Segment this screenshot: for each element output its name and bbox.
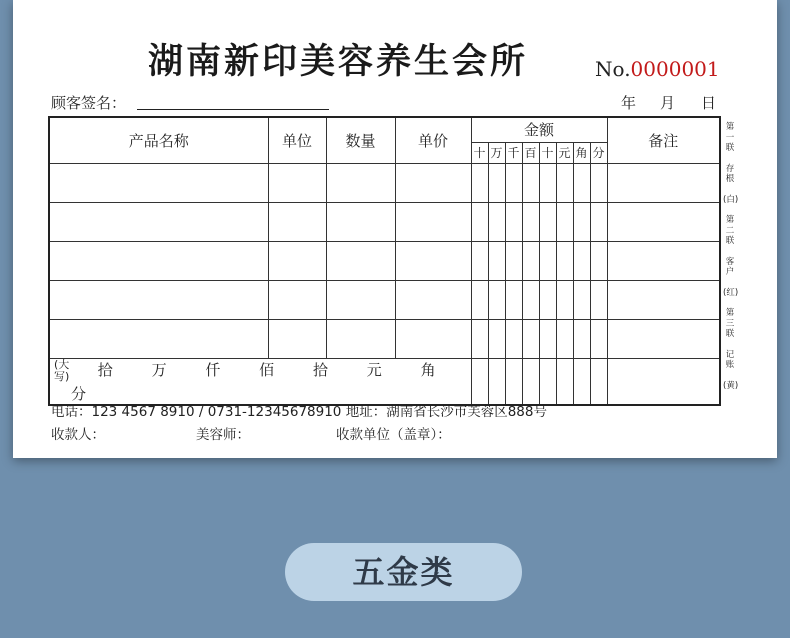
cell[interactable] [488,280,505,319]
cell[interactable] [488,163,505,202]
unit-bai: 佰 [259,361,275,379]
table-row [49,319,720,358]
cell[interactable] [471,163,488,202]
table-row [49,163,720,202]
cell[interactable] [607,358,720,405]
cell[interactable] [573,163,590,202]
cell[interactable] [471,241,488,280]
cell[interactable] [590,280,607,319]
cell[interactable] [573,319,590,358]
cell[interactable] [556,163,573,202]
digit-header: 十 [471,142,488,163]
copy-distribution-labels [723,122,737,401]
unit-fen: 分 [71,384,87,403]
cell[interactable] [522,358,539,405]
header-amount: 金额 [471,117,607,142]
cell[interactable] [607,163,720,202]
cell[interactable] [539,280,556,319]
cell[interactable] [326,202,395,241]
cell[interactable] [471,358,488,405]
stylist-label: 美容师： [196,427,250,443]
cell[interactable] [573,358,590,405]
cell[interactable] [539,241,556,280]
total-row [49,358,720,405]
cell[interactable] [395,202,471,241]
cell[interactable] [522,163,539,202]
cell[interactable] [395,241,471,280]
payee-label: 收款人： [51,427,105,443]
customer-signature-line [137,109,329,110]
cell[interactable] [573,280,590,319]
cell[interactable] [326,319,395,358]
table-row [49,280,720,319]
copy-label: (红) [723,287,739,298]
cell[interactable] [539,202,556,241]
cell[interactable] [556,280,573,319]
cell[interactable] [607,241,720,280]
receiving-unit-label: 收款单位（盖章）： [336,427,451,443]
cell[interactable] [505,358,522,405]
cell[interactable] [395,280,471,319]
copy-label: 客户 [725,256,735,277]
receipt-table [48,116,721,406]
cell[interactable] [488,358,505,405]
digit-header: 十 [539,142,556,163]
cell[interactable] [556,319,573,358]
cell[interactable] [522,241,539,280]
cell[interactable] [522,280,539,319]
cell[interactable] [590,202,607,241]
digit-header: 千 [505,142,522,163]
cell[interactable] [556,202,573,241]
serial-value: 0000001 [630,57,720,81]
cell[interactable] [607,319,720,358]
cell[interactable] [590,358,607,405]
daxie-label: (大写) [54,357,70,383]
cell[interactable] [488,202,505,241]
cell[interactable] [326,163,395,202]
date-month-label: 月 [660,94,676,112]
copy-label: 存根 [725,163,735,184]
cell[interactable] [326,280,395,319]
cell[interactable] [590,319,607,358]
cell[interactable] [505,280,522,319]
cell[interactable] [607,202,720,241]
cell[interactable] [49,202,268,241]
cell[interactable] [505,202,522,241]
category-badge: 五金类 [285,543,522,601]
cell[interactable] [556,241,573,280]
header-quantity: 数量 [326,117,395,163]
cell[interactable] [590,163,607,202]
serial-number [595,57,720,81]
date-year-label: 年 [621,94,637,112]
receipt-form [13,0,777,458]
cell[interactable] [607,280,720,319]
cell[interactable] [522,319,539,358]
cell[interactable] [326,241,395,280]
digit-header: 分 [590,142,607,163]
cell[interactable] [539,163,556,202]
cell[interactable] [268,319,326,358]
cell[interactable] [268,280,326,319]
cell[interactable] [268,163,326,202]
cell[interactable] [556,358,573,405]
serial-prefix: No. [595,57,631,81]
cell[interactable] [488,319,505,358]
digit-header: 百 [522,142,539,163]
header-unit: 单位 [268,117,326,163]
cell[interactable] [49,280,268,319]
customer-signature-label: 顾客签名： [51,94,127,112]
cell[interactable] [49,241,268,280]
copy-label: (白) [723,194,739,205]
copy-label: 第二联 [725,215,735,246]
cell[interactable] [49,319,268,358]
unit-shi: 拾 [312,361,328,379]
unit-jiao: 角 [420,361,436,379]
unit-qian: 仟 [205,361,221,379]
digit-header: 元 [556,142,573,163]
copy-label: 第一联 [725,122,735,153]
cell[interactable] [539,319,556,358]
cell[interactable] [395,319,471,358]
unit-wan: 万 [151,361,167,379]
unit-shi-10k: 拾 [97,361,113,379]
cell[interactable] [268,202,326,241]
header-note: 备注 [607,117,720,163]
cell[interactable] [539,358,556,405]
cell[interactable] [268,241,326,280]
total-in-words[interactable] [49,358,471,405]
copy-label: 记账 [725,349,735,370]
cell[interactable] [488,241,505,280]
cell[interactable] [505,163,522,202]
cell[interactable] [471,280,488,319]
table-row [49,202,720,241]
contact-address: 电话：123 4567 8910 / 0731-12345678910 地址：湖南省长沙市芙蓉区888号 [51,404,547,420]
cell[interactable] [505,319,522,358]
unit-yuan: 元 [366,361,382,379]
copy-label: (黄) [723,380,739,391]
receipt-title: 湖南新印美容养生会所 [147,42,528,82]
cell[interactable] [590,241,607,280]
digit-header: 万 [488,142,505,163]
copy-label: 第三联 [725,308,735,339]
digit-header: 角 [573,142,590,163]
cell[interactable] [49,163,268,202]
cell[interactable] [471,319,488,358]
cell[interactable] [573,241,590,280]
cell[interactable] [522,202,539,241]
cell[interactable] [573,202,590,241]
table-row [49,241,720,280]
date-day-label: 日 [701,94,717,112]
header-price: 单价 [395,117,471,163]
cell[interactable] [395,163,471,202]
header-product: 产品名称 [49,117,268,163]
cell[interactable] [505,241,522,280]
cell[interactable] [471,202,488,241]
